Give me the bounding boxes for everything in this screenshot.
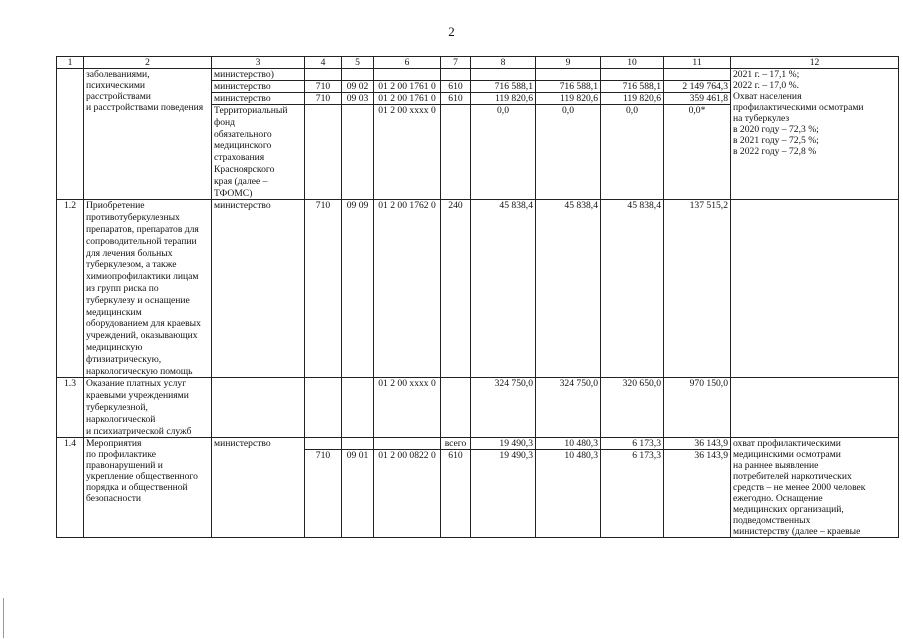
year2-cell: 119 820,6 xyxy=(536,93,601,105)
rzpr-cell: 09 09 xyxy=(342,200,374,378)
year3-cell: 119 820,6 xyxy=(601,93,664,105)
total-cell: 970 150,0 xyxy=(664,378,731,438)
header-cell: 10 xyxy=(601,57,664,69)
year1-cell: 19 490,3 xyxy=(471,450,536,538)
year1-cell: 119 820,6 xyxy=(471,93,536,105)
table-row xyxy=(57,438,899,450)
year2-cell: 10 480,3 xyxy=(536,450,601,538)
csr-cell: 01 2 00 1761 0 xyxy=(374,93,441,105)
csr-cell xyxy=(374,69,441,81)
year2-cell: 0,0 xyxy=(536,105,601,200)
rzpr-cell xyxy=(342,438,374,450)
grbs-cell xyxy=(305,378,342,438)
org-cell: министерство xyxy=(212,438,305,538)
vr-cell: 240 xyxy=(441,200,471,378)
total-cell: 36 143,9 xyxy=(664,438,731,450)
grbs-cell: 710 xyxy=(305,81,342,93)
header-cell: 6 xyxy=(374,57,441,69)
org-cell: министерство xyxy=(212,81,305,93)
year1-cell xyxy=(471,69,536,81)
table-row xyxy=(57,378,899,438)
page-number: 2 xyxy=(448,24,455,39)
header-row xyxy=(57,57,899,69)
grbs-cell: 710 xyxy=(305,450,342,538)
row-number-cell: 1.4 xyxy=(57,438,84,538)
result-cell: охват профилактическими медицинскими осмотрами на раннее выявление потребителей наркотических средств – не менее 2000 человек ежегодно. Оснащение медицинских организаций, подведомственных министерству (далее – краевые xyxy=(731,438,899,538)
year1-cell: 324 750,0 xyxy=(471,378,536,438)
vr-cell: 610 xyxy=(441,81,471,93)
header-cell: 11 xyxy=(664,57,731,69)
row-number-cell: 1.2 xyxy=(57,200,84,378)
rzpr-cell: 09 03 xyxy=(342,93,374,105)
header-cell: 3 xyxy=(212,57,305,69)
year2-cell: 10 480,3 xyxy=(536,438,601,450)
rzpr-cell xyxy=(342,378,374,438)
year2-cell: 324 750,0 xyxy=(536,378,601,438)
total-cell: 359 461,8 xyxy=(664,93,731,105)
org-cell: министерство xyxy=(212,93,305,105)
year3-cell: 45 838,4 xyxy=(601,200,664,378)
csr-cell: 01 2 00 xxxx 0 xyxy=(374,378,441,438)
year2-cell: 716 588,1 xyxy=(536,81,601,93)
csr-cell: 01 2 00 1761 0 xyxy=(374,81,441,93)
grbs-cell: 710 xyxy=(305,93,342,105)
vr-cell xyxy=(441,105,471,200)
year1-cell: 19 490,3 xyxy=(471,438,536,450)
header-cell: 8 xyxy=(471,57,536,69)
measure-name-cell: Приобретение противотуберкулезных препаратов, препаратов для сопроводительной терапии для лечения больных туберкулезом, а также химиопрофилактики лицам из групп риска по туберкулезу и оснащение медицинским оборудованием для краевых учреждений, оказывающих медицинскую фтизиатрическую, наркологическую помощь xyxy=(84,200,212,378)
header-cell: 5 xyxy=(342,57,374,69)
year2-cell xyxy=(536,69,601,81)
header-cell: 9 xyxy=(536,57,601,69)
result-cell xyxy=(731,378,899,438)
result-cell: 2021 г. – 17,1 %; 2022 г. – 17,0 %. Охват населения профилактическими осмотрами на туберкулез в 2020 году – 72,3 %; в 2021 году – 72,5 %; в 2022 году – 72,8 % xyxy=(731,69,899,200)
total-cell: 0,0* xyxy=(664,105,731,200)
year1-cell: 0,0 xyxy=(471,105,536,200)
year3-cell: 6 173,3 xyxy=(601,450,664,538)
result-cell xyxy=(731,200,899,378)
rzpr-cell xyxy=(342,69,374,81)
measure-name-cell: Мероприятия по профилактике правонарушений и укрепление общественного порядка и общественной безопасности xyxy=(84,438,212,538)
measure-name-cell: заболеваниями, психическими расстройствами и расстройствами поведения xyxy=(84,69,212,200)
csr-cell: 01 2 00 0822 0 xyxy=(374,450,441,538)
rzpr-cell: 09 02 xyxy=(342,81,374,93)
measure-name-cell: Оказание платных услуг краевыми учреждениями туберкулезной, наркологической и психиатрической служб xyxy=(84,378,212,438)
total-cell: 2 149 764,3 xyxy=(664,81,731,93)
budget-table xyxy=(56,56,899,538)
year3-cell: 716 588,1 xyxy=(601,81,664,93)
header-cell: 4 xyxy=(305,57,342,69)
budget-table-wrapper xyxy=(56,56,899,538)
row-number-cell: 1.3 xyxy=(57,378,84,438)
year3-cell: 320 650,0 xyxy=(601,378,664,438)
org-cell: министерство xyxy=(212,200,305,378)
table-row xyxy=(57,200,899,378)
grbs-cell xyxy=(305,438,342,450)
total-cell xyxy=(664,69,731,81)
year3-cell: 6 173,3 xyxy=(601,438,664,450)
org-cell: Территориальный фонд обязательного медицинского страхования Красноярского края (далее – ТФОМС) xyxy=(212,105,305,200)
row-number-cell xyxy=(57,69,84,200)
rzpr-cell xyxy=(342,105,374,200)
org-cell xyxy=(212,378,305,438)
csr-cell: 01 2 00 1762 0 xyxy=(374,200,441,378)
year3-cell: 0,0 xyxy=(601,105,664,200)
csr-cell: 01 2 00 xxxx 0 xyxy=(374,105,441,200)
header-cell: 12 xyxy=(731,57,899,69)
vr-cell xyxy=(441,378,471,438)
header-cell: 2 xyxy=(84,57,212,69)
table-row xyxy=(57,69,899,81)
vr-cell: 610 xyxy=(441,93,471,105)
year3-cell xyxy=(601,69,664,81)
grbs-cell: 710 xyxy=(305,200,342,378)
vr-cell: всего xyxy=(441,438,471,450)
scan-edge-mark xyxy=(3,598,4,638)
total-cell: 36 143,9 xyxy=(664,450,731,538)
vr-cell: 610 xyxy=(441,450,471,538)
year1-cell: 716 588,1 xyxy=(471,81,536,93)
vr-cell xyxy=(441,69,471,81)
header-cell: 7 xyxy=(441,57,471,69)
csr-cell xyxy=(374,438,441,450)
grbs-cell xyxy=(305,105,342,200)
year2-cell: 45 838,4 xyxy=(536,200,601,378)
rzpr-cell: 09 01 xyxy=(342,450,374,538)
total-cell: 137 515,2 xyxy=(664,200,731,378)
org-cell: министерство) xyxy=(212,69,305,81)
header-cell: 1 xyxy=(57,57,84,69)
year1-cell: 45 838,4 xyxy=(471,200,536,378)
grbs-cell xyxy=(305,69,342,81)
